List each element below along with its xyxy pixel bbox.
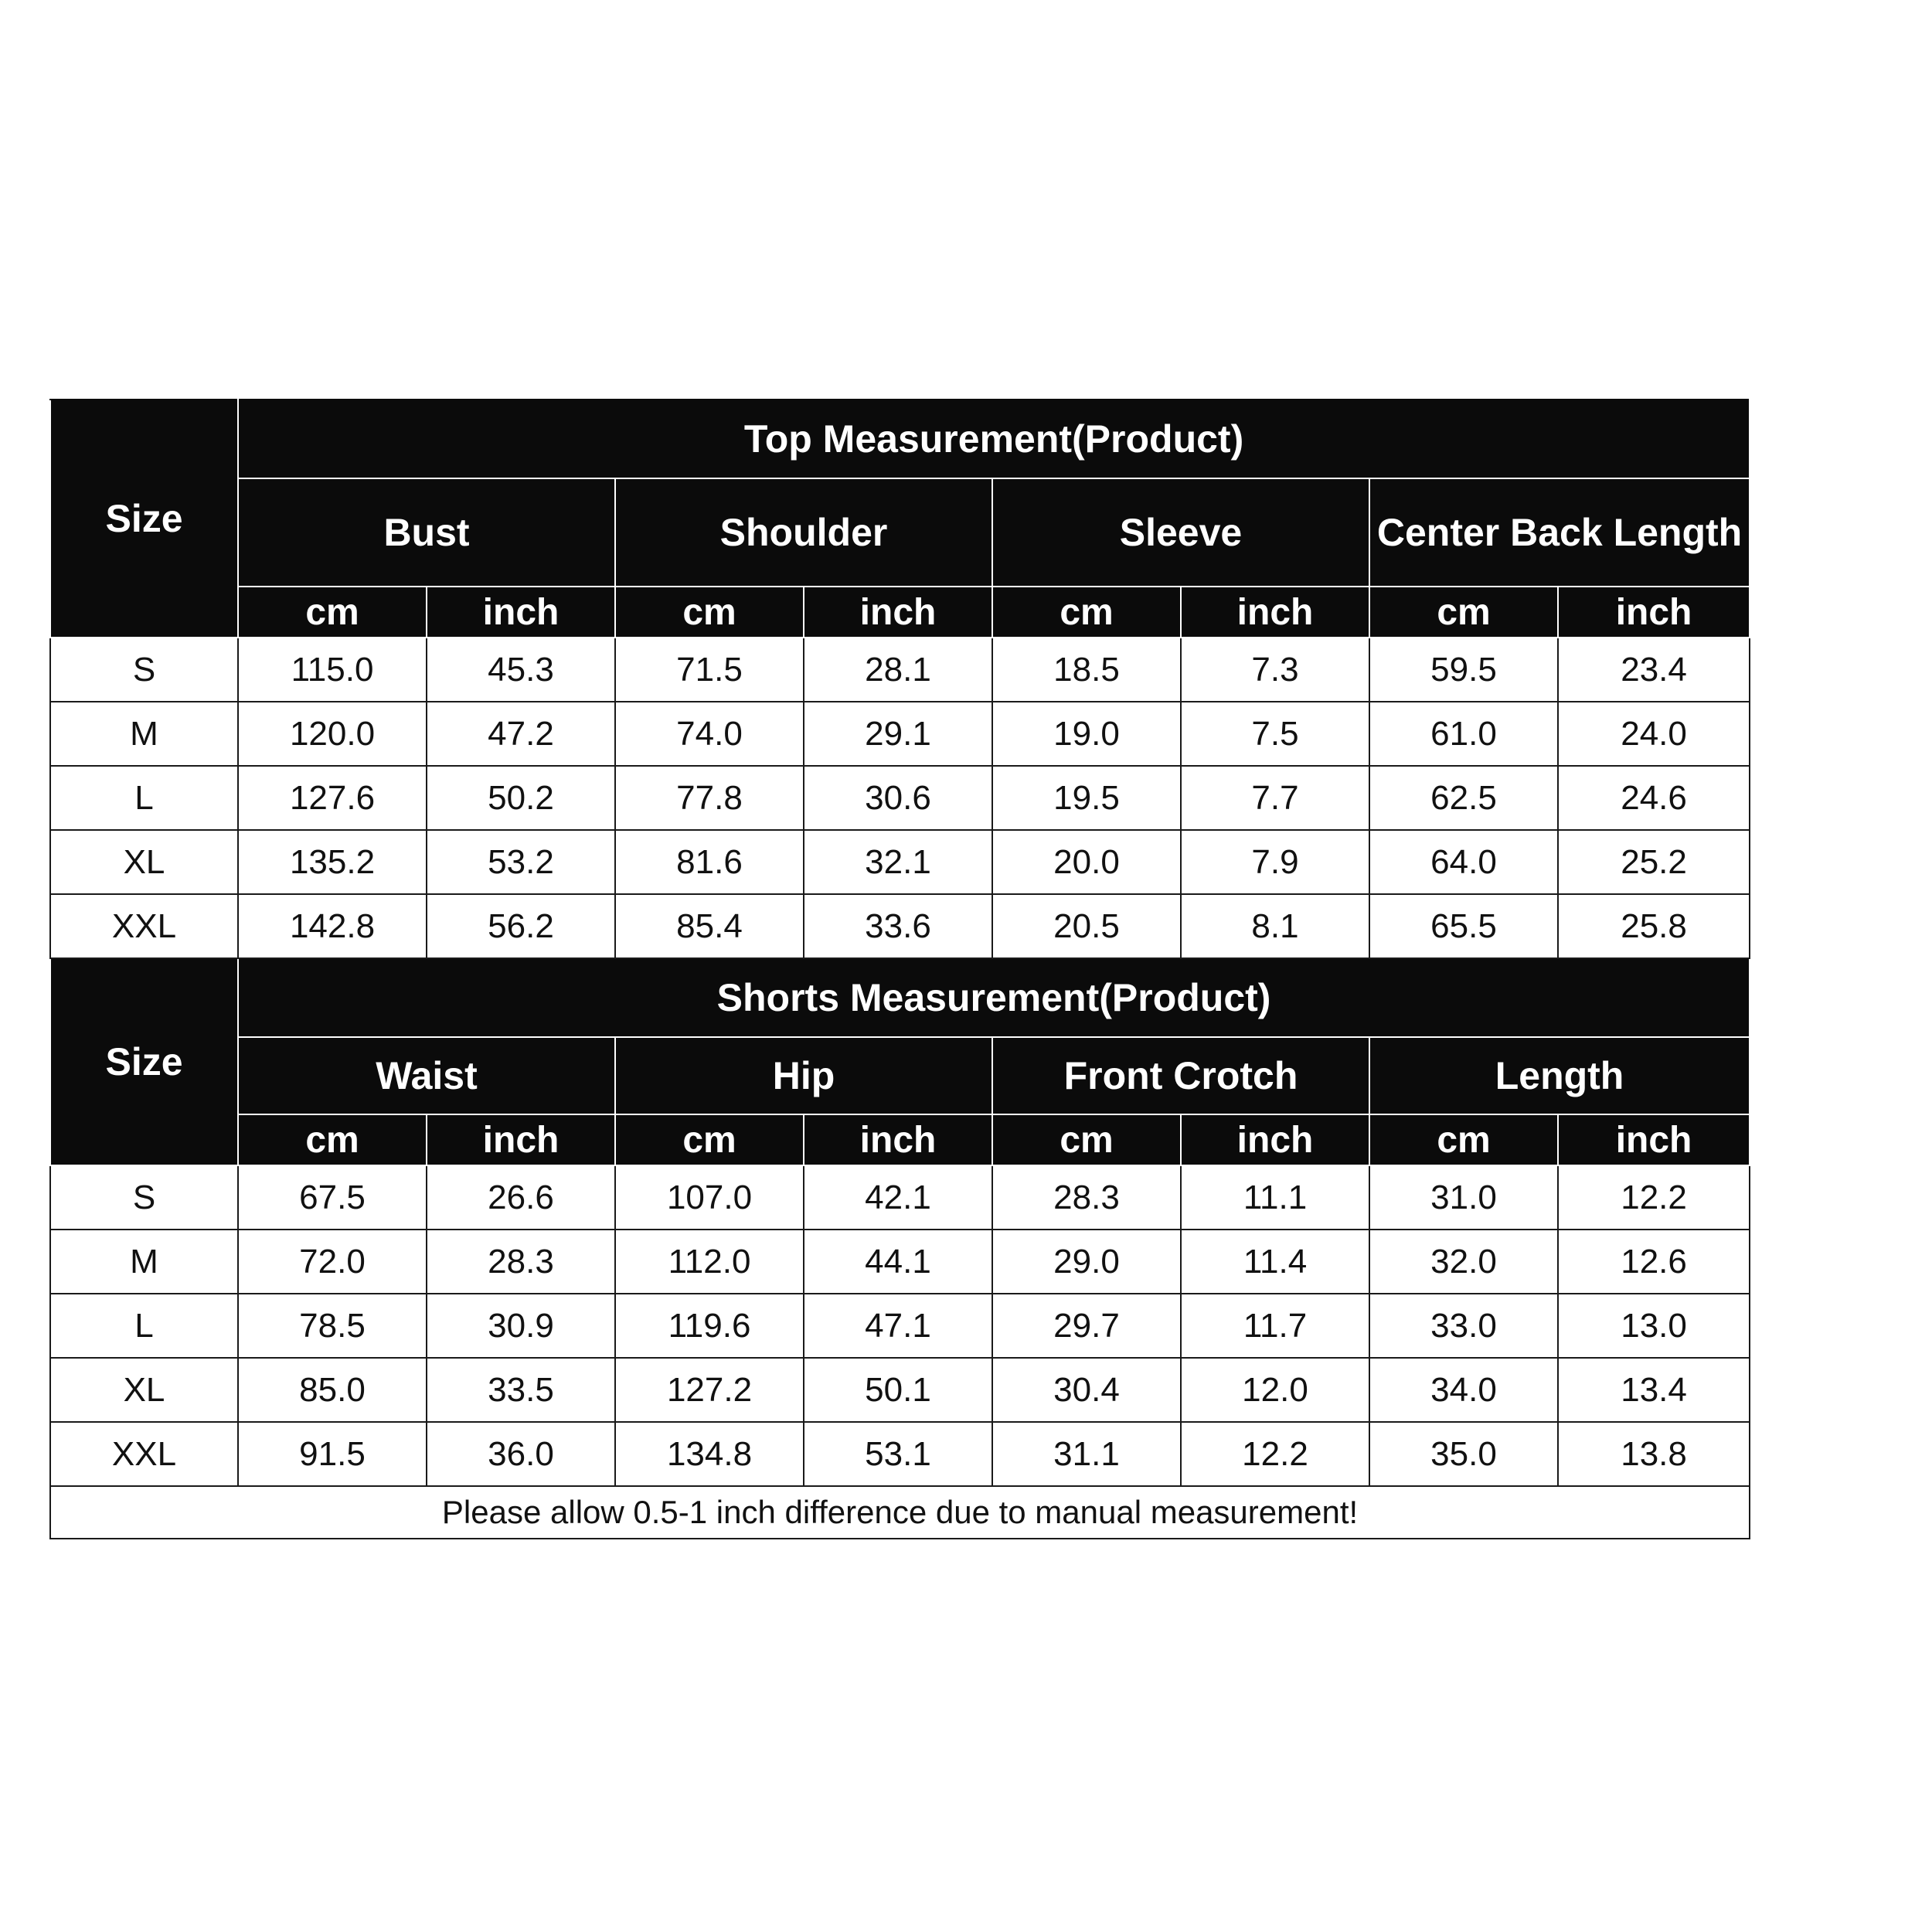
shorts-value-cell: 112.0 <box>615 1230 804 1294</box>
shorts-value-cell: 67.5 <box>238 1165 427 1230</box>
shorts-value-cell: 33.0 <box>1369 1294 1558 1358</box>
shorts-value-cell: 44.1 <box>804 1230 992 1294</box>
top-value-cell: 65.5 <box>1369 894 1558 958</box>
shorts-value-cell: 31.1 <box>992 1422 1181 1486</box>
shorts-value-cell: 30.4 <box>992 1358 1181 1422</box>
top-unit-header: inch <box>1558 587 1750 638</box>
top-unit-header: inch <box>1181 587 1369 638</box>
shorts-value-cell: 47.1 <box>804 1294 992 1358</box>
top-value-cell: 8.1 <box>1181 894 1369 958</box>
top-value-cell: 127.6 <box>238 766 427 830</box>
shorts-value-cell: 12.6 <box>1558 1230 1750 1294</box>
top-unit-header: inch <box>804 587 992 638</box>
shorts-value-cell: 119.6 <box>615 1294 804 1358</box>
shorts-size-cell: S <box>50 1165 238 1230</box>
top-value-cell: 47.2 <box>427 702 615 766</box>
top-value-cell: 59.5 <box>1369 638 1558 702</box>
shorts-size-cell: XL <box>50 1358 238 1422</box>
shorts-size-cell: XXL <box>50 1422 238 1486</box>
shorts-unit-header: cm <box>1369 1114 1558 1165</box>
shorts-unit-header: inch <box>1558 1114 1750 1165</box>
shorts-table-row <box>50 1358 1750 1422</box>
shorts-value-cell: 42.1 <box>804 1165 992 1230</box>
shorts-unit-header: cm <box>992 1114 1181 1165</box>
shorts-table-row <box>50 1294 1750 1358</box>
top-value-cell: 25.8 <box>1558 894 1750 958</box>
size-chart <box>49 399 1749 1539</box>
top-value-cell: 135.2 <box>238 830 427 894</box>
top-value-cell: 56.2 <box>427 894 615 958</box>
shorts-value-cell: 28.3 <box>992 1165 1181 1230</box>
shorts-value-cell: 127.2 <box>615 1358 804 1422</box>
shorts-value-cell: 11.1 <box>1181 1165 1369 1230</box>
shorts-value-cell: 50.1 <box>804 1358 992 1422</box>
shorts-value-cell: 33.5 <box>427 1358 615 1422</box>
size-chart-table <box>49 399 1750 1539</box>
top-value-cell: 33.6 <box>804 894 992 958</box>
shorts-value-cell: 53.1 <box>804 1422 992 1486</box>
shorts-value-cell: 12.2 <box>1181 1422 1369 1486</box>
shorts-value-cell: 72.0 <box>238 1230 427 1294</box>
shorts-measure-header: Front Crotch <box>992 1037 1369 1114</box>
note-section <box>50 1486 1750 1539</box>
top-value-cell: 62.5 <box>1369 766 1558 830</box>
shorts-value-cell: 13.8 <box>1558 1422 1750 1486</box>
top-value-cell: 20.5 <box>992 894 1181 958</box>
top-size-cell: S <box>50 638 238 702</box>
shorts-unit-header: cm <box>615 1114 804 1165</box>
top-value-cell: 85.4 <box>615 894 804 958</box>
top-value-cell: 24.6 <box>1558 766 1750 830</box>
top-value-cell: 81.6 <box>615 830 804 894</box>
top-unit-header: cm <box>1369 587 1558 638</box>
top-value-cell: 45.3 <box>427 638 615 702</box>
shorts-unit-header: inch <box>804 1114 992 1165</box>
shorts-value-cell: 12.2 <box>1558 1165 1750 1230</box>
top-table-row <box>50 702 1750 766</box>
shorts-value-cell: 11.4 <box>1181 1230 1369 1294</box>
top-table-title: Top Measurement(Product) <box>238 400 1750 478</box>
top-unit-header: cm <box>238 587 427 638</box>
shorts-value-cell: 31.0 <box>1369 1165 1558 1230</box>
shorts-table-row <box>50 1165 1750 1230</box>
shorts-value-cell: 11.7 <box>1181 1294 1369 1358</box>
shorts-unit-header: inch <box>427 1114 615 1165</box>
shorts-table-title: Shorts Measurement(Product) <box>238 958 1750 1037</box>
top-value-cell: 30.6 <box>804 766 992 830</box>
shorts-value-cell: 13.4 <box>1558 1358 1750 1422</box>
top-value-cell: 7.3 <box>1181 638 1369 702</box>
top-value-cell: 25.2 <box>1558 830 1750 894</box>
shorts-value-cell: 34.0 <box>1369 1358 1558 1422</box>
top-value-cell: 120.0 <box>238 702 427 766</box>
shorts-value-cell: 29.7 <box>992 1294 1181 1358</box>
shorts-value-cell: 29.0 <box>992 1230 1181 1294</box>
shorts-size-cell: L <box>50 1294 238 1358</box>
top-value-cell: 19.0 <box>992 702 1181 766</box>
shorts-unit-header: inch <box>1181 1114 1369 1165</box>
top-value-cell: 28.1 <box>804 638 992 702</box>
shorts-value-cell: 35.0 <box>1369 1422 1558 1486</box>
top-size-cell: XL <box>50 830 238 894</box>
shorts-measure-header: Waist <box>238 1037 615 1114</box>
top-value-cell: 7.9 <box>1181 830 1369 894</box>
top-size-cell: L <box>50 766 238 830</box>
top-value-cell: 18.5 <box>992 638 1181 702</box>
top-unit-header: inch <box>427 587 615 638</box>
shorts-measurement-section <box>50 958 1750 1486</box>
measurement-note: Please allow 0.5-1 inch difference due to manual measurement! <box>50 1486 1750 1539</box>
top-table-row <box>50 894 1750 958</box>
top-value-cell: 7.7 <box>1181 766 1369 830</box>
top-value-cell: 142.8 <box>238 894 427 958</box>
shorts-value-cell: 32.0 <box>1369 1230 1558 1294</box>
top-table-row <box>50 830 1750 894</box>
top-value-cell: 53.2 <box>427 830 615 894</box>
top-unit-header: cm <box>992 587 1181 638</box>
shorts-size-header: Size <box>50 958 238 1165</box>
top-value-cell: 19.5 <box>992 766 1181 830</box>
shorts-measure-header: Length <box>1369 1037 1750 1114</box>
top-value-cell: 64.0 <box>1369 830 1558 894</box>
top-measure-header: Center Back Length <box>1369 478 1750 587</box>
top-value-cell: 24.0 <box>1558 702 1750 766</box>
top-value-cell: 71.5 <box>615 638 804 702</box>
top-size-header: Size <box>50 400 238 638</box>
top-table-row <box>50 766 1750 830</box>
shorts-value-cell: 12.0 <box>1181 1358 1369 1422</box>
top-measurement-section <box>50 400 1750 958</box>
top-value-cell: 50.2 <box>427 766 615 830</box>
shorts-measure-header: Hip <box>615 1037 992 1114</box>
top-value-cell: 77.8 <box>615 766 804 830</box>
top-value-cell: 74.0 <box>615 702 804 766</box>
shorts-unit-header: cm <box>238 1114 427 1165</box>
top-value-cell: 61.0 <box>1369 702 1558 766</box>
shorts-size-cell: M <box>50 1230 238 1294</box>
shorts-table-row <box>50 1230 1750 1294</box>
shorts-value-cell: 85.0 <box>238 1358 427 1422</box>
shorts-value-cell: 13.0 <box>1558 1294 1750 1358</box>
top-table-row <box>50 638 1750 702</box>
shorts-value-cell: 134.8 <box>615 1422 804 1486</box>
shorts-value-cell: 78.5 <box>238 1294 427 1358</box>
shorts-value-cell: 36.0 <box>427 1422 615 1486</box>
shorts-value-cell: 28.3 <box>427 1230 615 1294</box>
top-value-cell: 29.1 <box>804 702 992 766</box>
top-measure-header: Bust <box>238 478 615 587</box>
top-value-cell: 20.0 <box>992 830 1181 894</box>
shorts-value-cell: 26.6 <box>427 1165 615 1230</box>
top-value-cell: 32.1 <box>804 830 992 894</box>
shorts-value-cell: 91.5 <box>238 1422 427 1486</box>
shorts-value-cell: 107.0 <box>615 1165 804 1230</box>
top-unit-header: cm <box>615 587 804 638</box>
top-value-cell: 7.5 <box>1181 702 1369 766</box>
top-value-cell: 115.0 <box>238 638 427 702</box>
top-size-cell: M <box>50 702 238 766</box>
top-size-cell: XXL <box>50 894 238 958</box>
top-value-cell: 23.4 <box>1558 638 1750 702</box>
top-measure-header: Sleeve <box>992 478 1369 587</box>
top-measure-header: Shoulder <box>615 478 992 587</box>
shorts-value-cell: 30.9 <box>427 1294 615 1358</box>
shorts-table-row <box>50 1422 1750 1486</box>
